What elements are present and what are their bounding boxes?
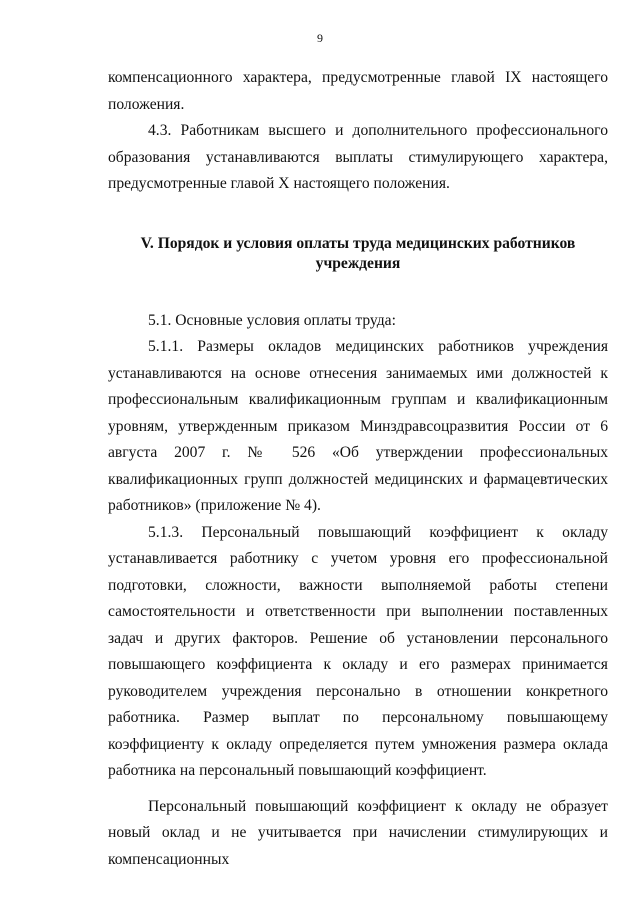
paragraph-5-1: 5.1. Основные условия оплаты труда: <box>148 311 396 329</box>
paragraph-5-1-3: 5.1.3. Персональный повышающий коэффициент к окладу устанавливается работнику с учетом уровня его профессиональной подготовки, сложности, важности выполняемой работы степени самостоятельности и ответственности при выполнении поставленных задач и других факторов. Решение об установлении персонального повышающего коэффициента к окладу и его размерах принимается руководителем учреждения персонально в отношении конкретного работника. Размер выплат по персональному повышающему коэффициенту к окладу определяется путем умножения размера оклада работника на персональный повышающий коэффициент. <box>108 523 608 779</box>
section-heading: V. Порядок и условия оплаты труда медицинских работников учреждения <box>140 234 576 272</box>
paragraph-5-1-1: 5.1.1. Размеры окладов медицинских работников учреждения устанавливаются на основе отнесения занимаемых ими должностей к профессиональным квалификационным группам и квалификационным уровням, утвержденным приказом Минздравсоцразвития России от 6 августа 2007 г. № 526 «Об утверждении профессиональных квалификационных групп должностей медицинских и фармацевтических работников» (приложение № 4). <box>108 338 608 514</box>
paragraph-coefficient-note: Персональный повышающий коэффициент к окладу не образует новый оклад и не учитывается при начислении стимулирующих и компенсационных <box>108 797 608 868</box>
paragraph-4-3: 4.3. Работникам высшего и дополнительного профессионального образования устанавливаются выплаты стимулирующего характера, предусмотренные главой X настоящего положения. <box>108 122 608 192</box>
document-body <box>108 65 608 873</box>
page-number: 9 <box>317 31 323 45</box>
paragraph-continuation: компенсационного характера, предусмотренные главой IX настоящего положения. <box>108 69 608 113</box>
